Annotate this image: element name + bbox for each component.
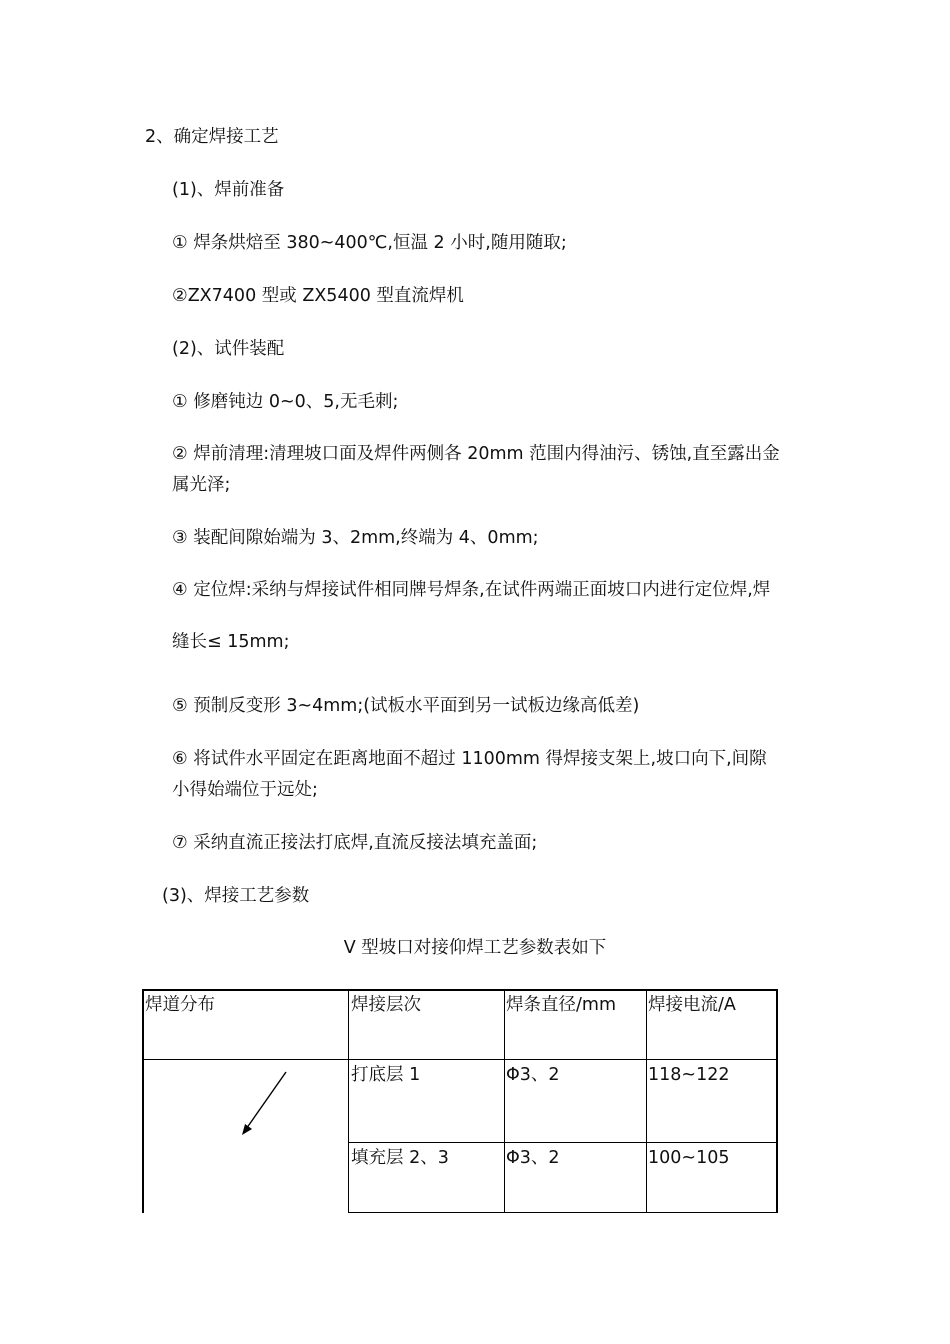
table-column-divider [348,989,349,1213]
table-cell: 打底层 1 [351,1065,421,1085]
paragraph-item: ③ 装配间隙始端为 3、2mm,终端为 4、0mm; [172,528,539,548]
section-heading: 2、确定焊接工艺 [145,127,279,147]
table-border-right [776,989,778,1213]
table-cell: 100~105 [648,1148,730,1168]
paragraph-item: ⑥ 将试件水平固定在距离地面不超过 1100mm 得焊接支架上,坡口向下,间隙 [172,749,767,769]
table-header-cell: 焊条直径/mm [506,995,616,1015]
paragraph-item: ① 修磨钝边 0~0、5,无毛刺; [172,392,399,412]
paragraph-item: ① 焊条烘焙至 380~400℃,恒温 2 小时,随用随取; [172,233,567,253]
table-row-divider [349,1142,778,1143]
table-header-cell: 焊接电流/A [648,995,736,1015]
table-row-divider [142,1059,778,1060]
paragraph-item-continuation: 小得始端位于远处; [172,780,318,800]
subsection-title-preparation: (1)、焊前准备 [172,180,285,200]
paragraph-item: ⑦ 采纳直流正接法打底焊,直流反接法填充盖面; [172,833,538,853]
paragraph-item: ② 焊前清理:清理坡口面及焊件两侧各 20mm 范围内得油污、锈蚀,直至露出金 [172,444,780,464]
subsection-title-parameters: (3)、焊接工艺参数 [162,886,310,906]
subsection-title-assembly: (2)、试件装配 [172,339,285,359]
table-border-left [142,989,144,1213]
paragraph-item-continuation: 缝长≤ 15mm; [172,632,290,652]
table-cell: Φ3、2 [506,1148,560,1168]
paragraph-item: ⑤ 预制反变形 3~4mm;(试板水平面到另一试板边缘高低差) [172,696,640,716]
weld-pass-arrow-icon [236,1068,296,1140]
table-cell: Φ3、2 [506,1065,560,1085]
table-cell: 118~122 [648,1065,730,1085]
table-header-cell: 焊道分布 [145,995,215,1015]
table-cell: 填充层 2、3 [351,1148,449,1168]
table-border-top [142,989,778,991]
paragraph-item-continuation: 属光泽; [172,475,231,495]
table-column-divider [504,989,505,1213]
table-caption: V 型坡口对接仰焊工艺参数表如下 [343,938,607,958]
table-border-bottom [349,1212,778,1213]
table-header-cell: 焊接层次 [351,995,421,1015]
paragraph-item: ②ZX7400 型或 ZX5400 型直流焊机 [172,286,464,306]
paragraph-item: ④ 定位焊:采纳与焊接试件相同牌号焊条,在试件两端正面坡口内进行定位焊,焊 [172,580,771,600]
table-column-divider [646,989,647,1213]
